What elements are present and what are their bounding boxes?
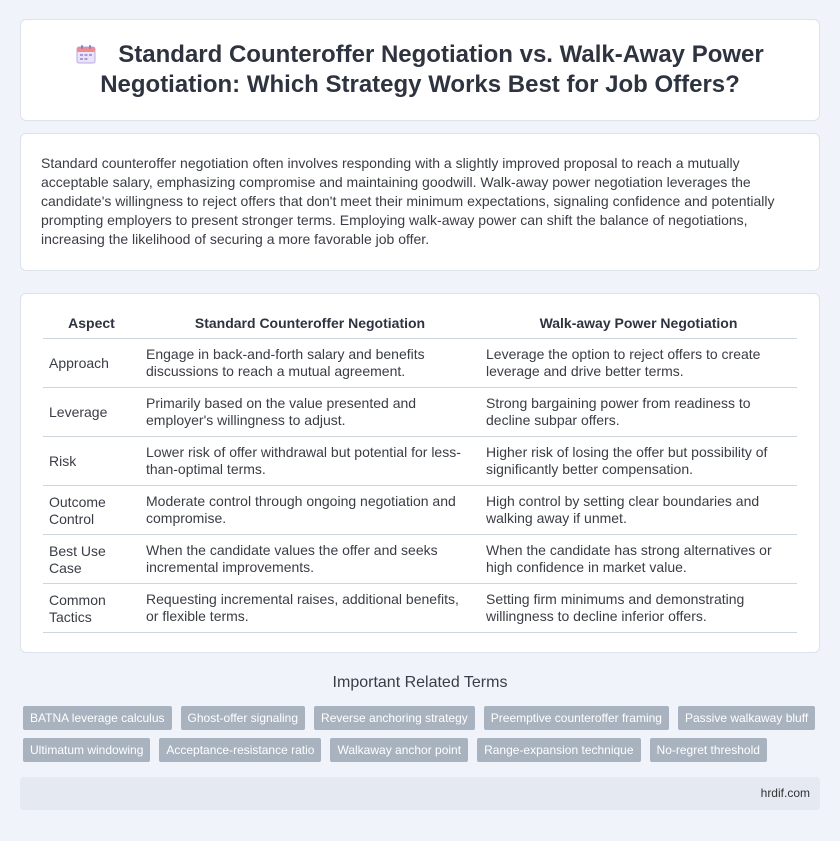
- comparison-card: [20, 293, 820, 653]
- title-card: [20, 19, 820, 121]
- table-row: [43, 387, 797, 436]
- row-standard: Requesting incremental raises, additional benefits, or flexible terms.: [140, 583, 480, 632]
- intro-paragraph: Standard counteroffer negotiation often involves responding with a slightly improved proposal to reach a mutually acceptable salary, emphasizing compromise and maintaining goodwill. Walk-away power negotiation leverages the candidate's willingness to reject offers that don't meet their minimum expectations, signaling confidence and potentially prompting employers to present stronger terms. Employing walk-away power can shift the balance of negotiations, increasing the likelihood of securing a more favorable job offer.: [41, 155, 775, 247]
- related-term-tag[interactable]: Preemptive counteroffer framing: [484, 706, 669, 730]
- header-walkaway: Walk-away Power Negotiation: [480, 308, 797, 338]
- row-aspect: Best Use Case: [43, 534, 140, 583]
- row-aspect: Common Tactics: [43, 583, 140, 632]
- related-term-tag[interactable]: Walkaway anchor point: [330, 738, 468, 762]
- row-aspect: Leverage: [43, 387, 140, 436]
- footer-site-link[interactable]: hrdif.com: [760, 786, 810, 800]
- table-row: [43, 534, 797, 583]
- footer: [20, 777, 820, 810]
- row-aspect: Outcome Control: [43, 485, 140, 534]
- row-walkaway: Higher risk of losing the offer but possibility of significantly better compensation.: [480, 436, 797, 485]
- row-walkaway: Strong bargaining power from readiness to decline subpar offers.: [480, 387, 797, 436]
- calendar-icon: [76, 42, 96, 62]
- row-standard: When the candidate values the offer and seeks incremental improvements.: [140, 534, 480, 583]
- row-aspect: Risk: [43, 436, 140, 485]
- row-walkaway: When the candidate has strong alternatives or high confidence in market value.: [480, 534, 797, 583]
- table-row: [43, 485, 797, 534]
- table-header-row: [43, 308, 797, 338]
- row-standard: Engage in back-and-forth salary and benefits discussions to reach a mutual agreement.: [140, 338, 480, 387]
- row-walkaway: Setting firm minimums and demonstrating willingness to decline inferior offers.: [480, 583, 797, 632]
- related-term-tag[interactable]: Acceptance-resistance ratio: [159, 738, 321, 762]
- related-terms-list: [23, 706, 823, 762]
- related-term-tag[interactable]: Range-expansion technique: [477, 738, 640, 762]
- row-standard: Moderate control through ongoing negotiation and compromise.: [140, 485, 480, 534]
- row-standard: Lower risk of offer withdrawal but potential for less-than-optimal terms.: [140, 436, 480, 485]
- header-aspect: Aspect: [43, 308, 140, 338]
- title-text: Standard Counteroffer Negotiation vs. Walk-Away Power Negotiation: Which Strategy Works Best for Job Offers?: [100, 41, 764, 98]
- related-term-tag[interactable]: No-regret threshold: [650, 738, 767, 762]
- related-term-tag[interactable]: Ghost-offer signaling: [181, 706, 306, 730]
- related-term-tag[interactable]: Reverse anchoring strategy: [314, 706, 475, 730]
- table-row: [43, 583, 797, 632]
- related-term-tag[interactable]: Ultimatum windowing: [23, 738, 150, 762]
- related-terms-title: Important Related Terms: [332, 674, 508, 691]
- table-row: [43, 436, 797, 485]
- row-walkaway: High control by setting clear boundaries and walking away if unmet.: [480, 485, 797, 534]
- row-aspect: Approach: [43, 338, 140, 387]
- table-row: [43, 338, 797, 387]
- comparison-table: [43, 308, 797, 633]
- related-term-tag[interactable]: BATNA leverage calculus: [23, 706, 172, 730]
- row-standard: Primarily based on the value presented and employer's willingness to adjust.: [140, 387, 480, 436]
- intro-card: [20, 133, 820, 271]
- row-walkaway: Leverage the option to reject offers to create leverage and drive better terms.: [480, 338, 797, 387]
- header-standard: Standard Counteroffer Negotiation: [140, 308, 480, 338]
- related-term-tag[interactable]: Passive walkaway bluff: [678, 706, 815, 730]
- page-title: [70, 40, 770, 100]
